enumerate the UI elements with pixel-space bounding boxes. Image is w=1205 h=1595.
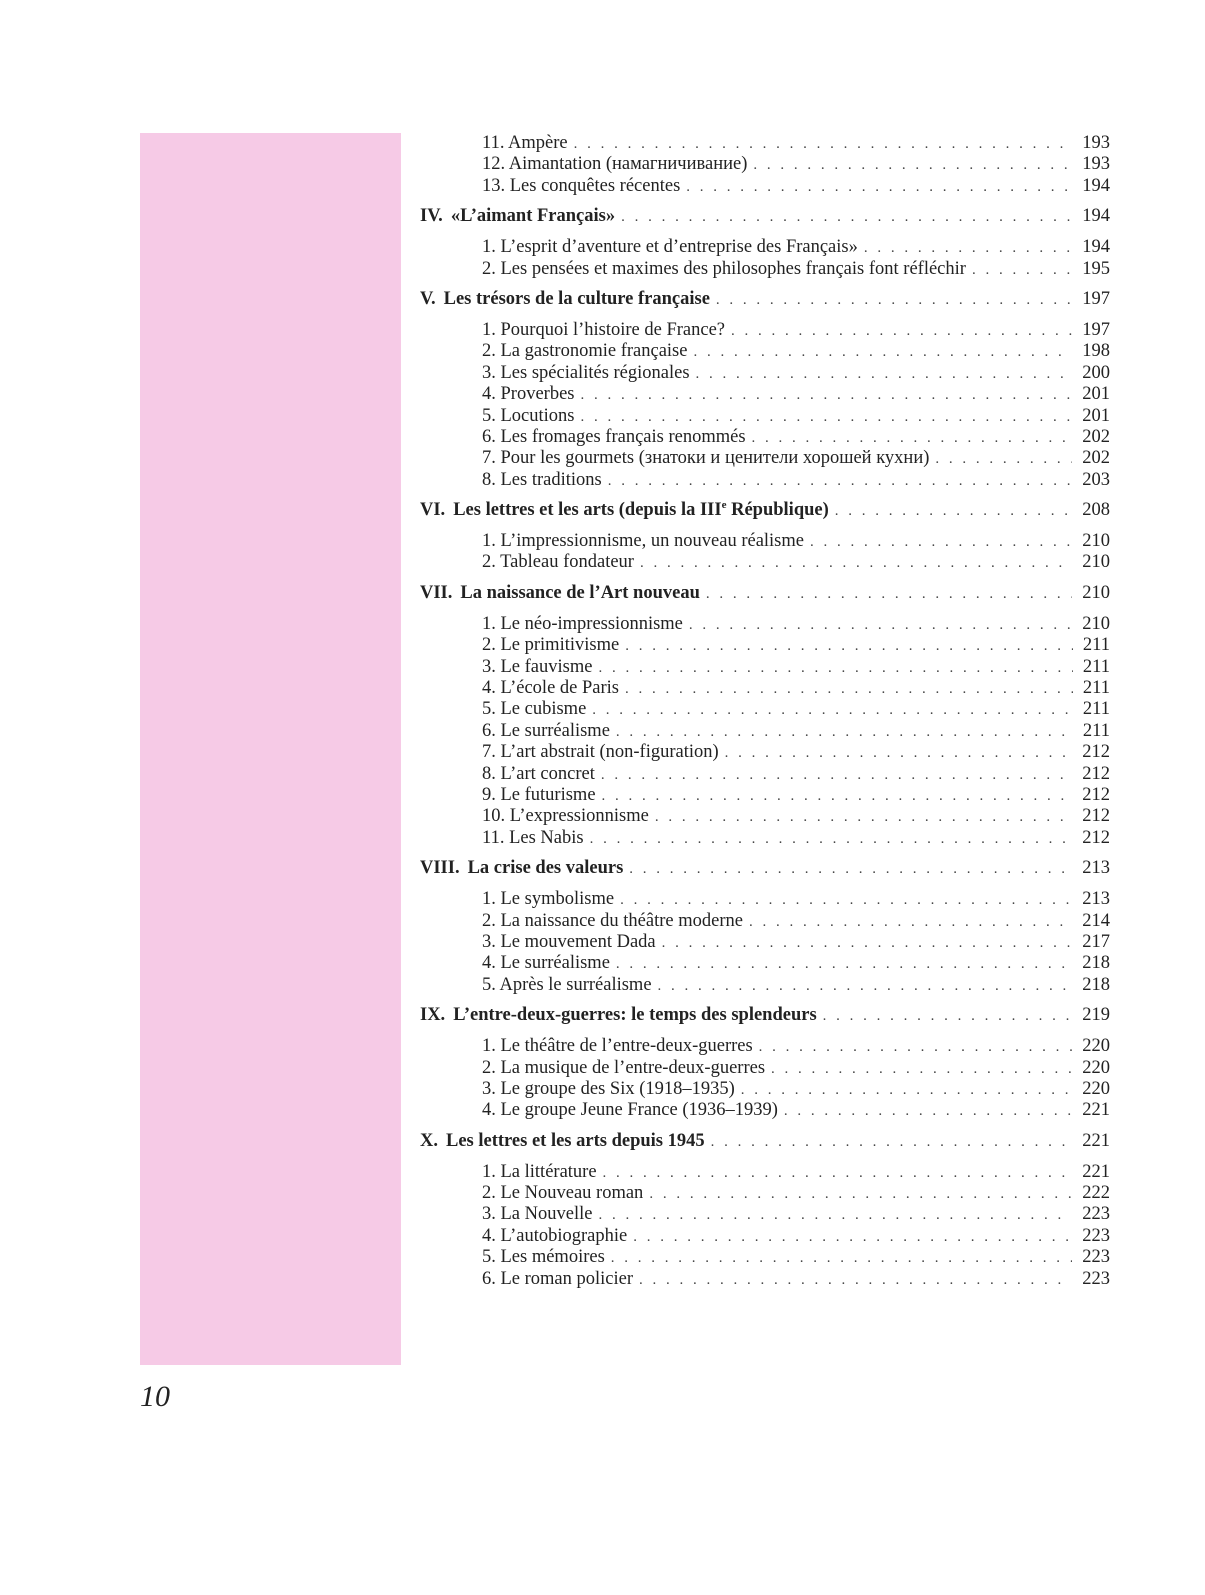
toc-subentry[interactable] bbox=[420, 1183, 1110, 1204]
entry-number: X. bbox=[420, 1130, 438, 1151]
dot-leader bbox=[602, 786, 1073, 807]
entry-title: 2. La gastronomie française bbox=[482, 341, 688, 362]
toc-subentry[interactable] bbox=[420, 448, 1110, 469]
toc-chapter-entry[interactable] bbox=[420, 583, 1110, 605]
dot-leader bbox=[810, 532, 1072, 553]
dot-leader bbox=[935, 449, 1072, 470]
entry-page-number: 217 bbox=[1082, 931, 1110, 952]
dot-leader bbox=[749, 912, 1072, 933]
entry-title: 3. Le fauvisme bbox=[482, 656, 593, 677]
entry-title: La crise des valeurs bbox=[467, 858, 624, 879]
toc-subentry[interactable] bbox=[420, 975, 1110, 996]
entry-title: 2. Le Nouveau roman bbox=[482, 1183, 644, 1204]
entry-page-number: 220 bbox=[1082, 1036, 1110, 1057]
dot-leader bbox=[616, 722, 1073, 743]
entry-title: 1. Le symbolisme bbox=[482, 889, 615, 910]
entry-page-number: 210 bbox=[1082, 552, 1110, 573]
toc-subentry[interactable] bbox=[420, 932, 1110, 953]
entry-title: 1. Le théâtre de l’entre-deux-guerres bbox=[482, 1036, 753, 1057]
entry-title: La naissance de l’Art nouveau bbox=[460, 582, 700, 603]
page-number: 10 bbox=[140, 1380, 170, 1413]
toc-subentry[interactable] bbox=[420, 721, 1110, 742]
dot-leader bbox=[835, 501, 1072, 522]
toc-subentry[interactable] bbox=[420, 806, 1110, 827]
dot-leader bbox=[616, 954, 1072, 975]
entry-page-number: 223 bbox=[1082, 1204, 1110, 1225]
entry-page-number: 211 bbox=[1082, 678, 1110, 699]
entry-title: L’entre-deux-guerres: le temps des splendeurs bbox=[453, 1005, 817, 1026]
entry-page-number: 222 bbox=[1082, 1183, 1110, 1204]
entry-page-number: 210 bbox=[1082, 582, 1110, 603]
dot-leader bbox=[731, 321, 1072, 342]
entry-title: 2. Les pensées et maximes des philosophes français font réfléchir bbox=[482, 258, 966, 279]
toc-subentry[interactable] bbox=[420, 1204, 1110, 1225]
entry-title: 2. Le primitivisme bbox=[482, 635, 620, 656]
toc-subentry[interactable] bbox=[420, 470, 1110, 491]
toc-subentry[interactable] bbox=[420, 953, 1110, 974]
toc-subentry[interactable] bbox=[420, 742, 1110, 763]
dot-leader bbox=[711, 1132, 1073, 1153]
dot-leader bbox=[741, 1080, 1072, 1101]
entry-page-number: 202 bbox=[1082, 448, 1110, 469]
toc-subentry[interactable] bbox=[420, 406, 1110, 427]
toc-subentry[interactable] bbox=[420, 427, 1110, 448]
dot-leader bbox=[655, 807, 1072, 828]
entry-page-number: 211 bbox=[1082, 635, 1110, 656]
toc-subentry[interactable] bbox=[420, 320, 1110, 341]
toc-subentry[interactable] bbox=[420, 1247, 1110, 1268]
entry-page-number: 218 bbox=[1082, 953, 1110, 974]
dot-leader bbox=[771, 1059, 1072, 1080]
entry-page-number: 221 bbox=[1082, 1161, 1110, 1182]
entry-title: 3. Les spécialités régionales bbox=[482, 362, 690, 383]
dot-leader bbox=[620, 890, 1072, 911]
entry-page-number: 194 bbox=[1082, 237, 1110, 258]
toc-subentry[interactable] bbox=[420, 237, 1110, 258]
toc-chapter-entry[interactable] bbox=[420, 206, 1110, 228]
dot-leader bbox=[693, 342, 1072, 363]
dot-leader bbox=[784, 1101, 1072, 1122]
toc-subentry[interactable] bbox=[420, 363, 1110, 384]
entry-page-number: 193 bbox=[1082, 154, 1110, 175]
dot-leader bbox=[972, 260, 1072, 281]
entry-title: 5. Les mémoires bbox=[482, 1247, 605, 1268]
dot-leader bbox=[639, 1270, 1072, 1291]
dot-leader bbox=[598, 1205, 1072, 1226]
entry-title: 4. Le groupe Jeune France (1936–1939) bbox=[482, 1100, 778, 1121]
toc-subentry[interactable] bbox=[420, 531, 1110, 552]
entry-title: 13. Les conquêtes récentes bbox=[482, 175, 681, 196]
entry-page-number: 203 bbox=[1082, 469, 1110, 490]
dot-leader bbox=[580, 385, 1072, 406]
entry-page-number: 223 bbox=[1082, 1247, 1110, 1268]
toc-chapter-entry[interactable] bbox=[420, 1131, 1110, 1153]
entry-title: 6. Les fromages français renommés bbox=[482, 426, 746, 447]
entry-title: 5. Locutions bbox=[482, 405, 575, 426]
dot-leader bbox=[603, 1163, 1073, 1184]
dot-leader bbox=[625, 636, 1073, 657]
dot-leader bbox=[633, 1227, 1072, 1248]
toc-subentry[interactable] bbox=[420, 678, 1110, 699]
entry-page-number: 200 bbox=[1082, 362, 1110, 383]
dot-leader bbox=[598, 658, 1072, 679]
entry-title: 4. Le surréalisme bbox=[482, 953, 610, 974]
entry-page-number: 197 bbox=[1082, 288, 1110, 309]
entry-title: 6. Le surréalisme bbox=[482, 720, 610, 741]
entry-page-number: 220 bbox=[1082, 1057, 1110, 1078]
toc-chapter-entry[interactable] bbox=[420, 289, 1110, 311]
dot-leader bbox=[753, 155, 1072, 176]
entry-page-number: 214 bbox=[1082, 910, 1110, 931]
toc-subentry[interactable] bbox=[420, 657, 1110, 678]
entry-page-number: 211 bbox=[1082, 656, 1110, 677]
entry-title: 2. La musique de l’entre-deux-guerres bbox=[482, 1057, 766, 1078]
toc-subentry[interactable] bbox=[420, 154, 1110, 175]
entry-title: 1. Pourquoi l’histoire de France? bbox=[482, 319, 726, 340]
dot-leader bbox=[601, 765, 1072, 786]
dot-leader bbox=[640, 553, 1072, 574]
toc-subentry[interactable] bbox=[420, 176, 1110, 197]
toc-subentry[interactable] bbox=[420, 1079, 1110, 1100]
entry-title: 5. Le cubisme bbox=[482, 699, 587, 720]
dot-leader bbox=[759, 1037, 1073, 1058]
toc-subentry[interactable] bbox=[420, 764, 1110, 785]
dot-leader bbox=[823, 1006, 1073, 1027]
toc-subentry[interactable] bbox=[420, 889, 1110, 910]
entry-title: Les lettres et les arts depuis 1945 bbox=[446, 1130, 705, 1151]
toc-subentry[interactable] bbox=[420, 552, 1110, 573]
entry-page-number: 223 bbox=[1082, 1225, 1110, 1246]
toc-subentry[interactable] bbox=[420, 1226, 1110, 1247]
entry-title: 7. L’art abstrait (non-figuration) bbox=[482, 742, 719, 763]
dot-leader bbox=[864, 238, 1072, 259]
entry-page-number: 212 bbox=[1082, 827, 1110, 848]
entry-title: 8. Les traditions bbox=[482, 469, 602, 490]
dot-leader bbox=[658, 976, 1073, 997]
toc-subentry[interactable] bbox=[420, 133, 1110, 154]
toc-subentry[interactable] bbox=[420, 785, 1110, 806]
entry-title: 8. L’art concret bbox=[482, 763, 595, 784]
entry-page-number: 223 bbox=[1082, 1268, 1110, 1289]
dot-leader bbox=[625, 679, 1073, 700]
toc-subentry[interactable] bbox=[420, 1100, 1110, 1121]
toc-subentry[interactable] bbox=[420, 614, 1110, 635]
toc-subentry[interactable] bbox=[420, 384, 1110, 405]
entry-page-number: 212 bbox=[1082, 763, 1110, 784]
entry-page-number: 194 bbox=[1082, 206, 1110, 227]
entry-page-number: 208 bbox=[1082, 500, 1110, 521]
entry-page-number: 213 bbox=[1082, 889, 1110, 910]
entry-page-number: 212 bbox=[1082, 784, 1110, 805]
entry-page-number: 201 bbox=[1082, 405, 1110, 426]
dot-leader bbox=[590, 829, 1073, 850]
entry-page-number: 211 bbox=[1082, 720, 1110, 741]
entry-page-number: 197 bbox=[1082, 319, 1110, 340]
toc-chapter-entry[interactable] bbox=[420, 858, 1110, 880]
dot-leader bbox=[686, 177, 1072, 198]
dot-leader bbox=[592, 700, 1073, 721]
table-of-contents bbox=[420, 133, 1110, 1290]
entry-number: VIII. bbox=[420, 858, 460, 879]
entry-page-number: 194 bbox=[1082, 175, 1110, 196]
decorative-pink-band bbox=[140, 133, 401, 1365]
entry-page-number: 220 bbox=[1082, 1078, 1110, 1099]
entry-number: V. bbox=[420, 288, 436, 309]
entry-title: «L’aimant Français» bbox=[450, 206, 616, 227]
entry-title: 7. Pour les gourmets (знатоки и ценители хорошей кухни) bbox=[482, 448, 930, 469]
dot-leader bbox=[649, 1184, 1072, 1205]
entry-title: 1. L’impressionnisme, un nouveau réalisme bbox=[482, 531, 804, 552]
toc-subentry[interactable] bbox=[420, 828, 1110, 849]
entry-title: Les lettres et les arts (depuis la IIIe République) bbox=[453, 498, 829, 521]
toc-subentry[interactable] bbox=[420, 259, 1110, 280]
dot-leader bbox=[689, 615, 1072, 636]
toc-subentry[interactable] bbox=[420, 699, 1110, 720]
entry-page-number: 195 bbox=[1082, 258, 1110, 279]
entry-title: 5. Après le surréalisme bbox=[482, 974, 652, 995]
entry-page-number: 221 bbox=[1082, 1100, 1110, 1121]
dot-leader bbox=[696, 364, 1073, 385]
entry-page-number: 202 bbox=[1082, 426, 1110, 447]
dot-leader bbox=[706, 584, 1072, 605]
toc-chapter-entry[interactable] bbox=[420, 1005, 1110, 1027]
entry-page-number: 221 bbox=[1082, 1130, 1110, 1151]
entry-page-number: 219 bbox=[1082, 1005, 1110, 1026]
entry-page-number: 201 bbox=[1082, 384, 1110, 405]
entry-title: 3. La Nouvelle bbox=[482, 1204, 593, 1225]
entry-title: 1. La littérature bbox=[482, 1161, 597, 1182]
entry-page-number: 198 bbox=[1082, 341, 1110, 362]
dot-leader bbox=[752, 428, 1073, 449]
entry-title: 3. Le mouvement Dada bbox=[482, 931, 656, 952]
entry-page-number: 210 bbox=[1082, 613, 1110, 634]
entry-page-number: 212 bbox=[1082, 806, 1110, 827]
dot-leader bbox=[581, 407, 1073, 428]
entry-number: VI. bbox=[420, 500, 446, 521]
entry-page-number: 218 bbox=[1082, 974, 1110, 995]
dot-leader bbox=[608, 471, 1073, 492]
toc-subentry[interactable] bbox=[420, 1036, 1110, 1057]
entry-page-number: 211 bbox=[1082, 699, 1110, 720]
toc-subentry[interactable] bbox=[420, 911, 1110, 932]
toc-subentry[interactable] bbox=[420, 341, 1110, 362]
entry-number: IV. bbox=[420, 206, 443, 227]
entry-page-number: 210 bbox=[1082, 531, 1110, 552]
entry-title: 11. Ampère bbox=[482, 133, 568, 153]
dot-leader bbox=[725, 743, 1073, 764]
entry-title: 9. Le futurisme bbox=[482, 784, 596, 805]
toc-subentry[interactable] bbox=[420, 1058, 1110, 1079]
dot-leader bbox=[716, 290, 1072, 311]
entry-title: 3. Le groupe des Six (1918–1935) bbox=[482, 1078, 735, 1099]
entry-page-number: 193 bbox=[1082, 133, 1110, 153]
entry-number: IX. bbox=[420, 1005, 446, 1026]
toc-subentry[interactable] bbox=[420, 1162, 1110, 1183]
dot-leader bbox=[611, 1248, 1072, 1269]
toc-chapter-entry[interactable] bbox=[420, 500, 1110, 522]
entry-page-number: 213 bbox=[1082, 858, 1110, 879]
entry-title: 2. Tableau fondateur bbox=[482, 552, 634, 573]
entry-title: 2. La naissance du théâtre moderne bbox=[482, 910, 743, 931]
toc-subentry[interactable] bbox=[420, 1269, 1110, 1290]
entry-title: 4. Proverbes bbox=[482, 384, 575, 405]
entry-title: 10. L’expressionnisme bbox=[482, 806, 649, 827]
dot-leader bbox=[629, 859, 1072, 880]
entry-title: 1. Le néo-impressionnisme bbox=[482, 613, 683, 634]
toc-subentry[interactable] bbox=[420, 635, 1110, 656]
entry-title: 4. L’école de Paris bbox=[482, 678, 619, 699]
entry-title: Les trésors de la culture française bbox=[443, 288, 710, 309]
entry-number: VII. bbox=[420, 582, 453, 603]
dot-leader bbox=[574, 134, 1073, 155]
entry-title: 4. L’autobiographie bbox=[482, 1225, 628, 1246]
dot-leader bbox=[662, 933, 1073, 954]
entry-title: 1. L’esprit d’aventure et d’entreprise des Français» bbox=[482, 237, 858, 258]
entry-title: 12. Aimantation (намагничивание) bbox=[482, 154, 748, 175]
entry-title: 6. Le roman policier bbox=[482, 1268, 634, 1289]
entry-title: 11. Les Nabis bbox=[482, 827, 584, 848]
entry-page-number: 212 bbox=[1082, 742, 1110, 763]
dot-leader bbox=[621, 207, 1072, 228]
